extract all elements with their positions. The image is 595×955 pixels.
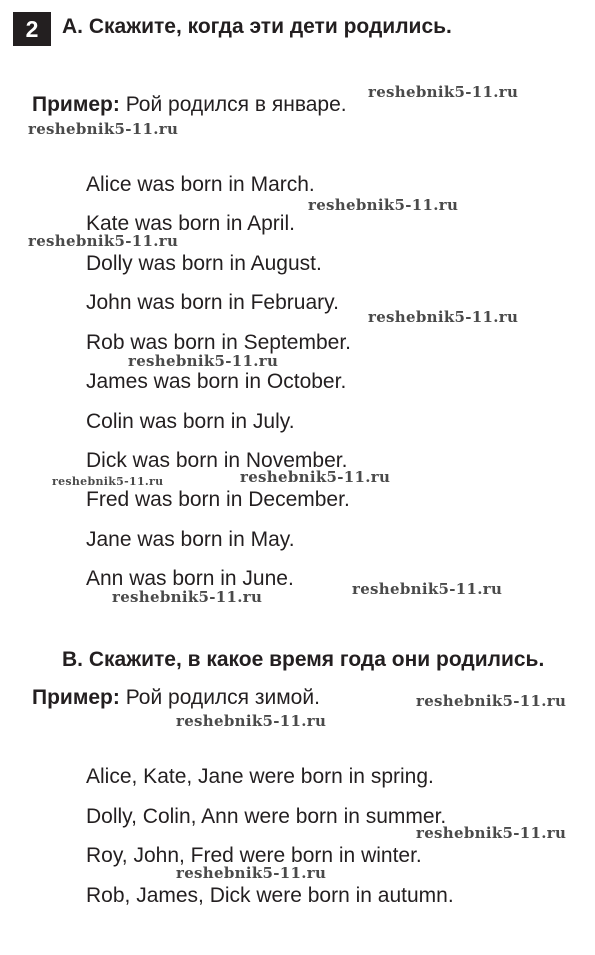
watermark: reshebnik5-11.ru <box>28 120 179 138</box>
section-a-sentence: James was born in October. <box>86 370 347 393</box>
task-number-badge: 2 <box>13 12 51 46</box>
watermark: reshebnik5-11.ru <box>176 864 327 882</box>
section-a-sentence: Ann was born in June. <box>86 567 294 590</box>
section-a-example-label: Пример: <box>32 93 120 116</box>
watermark: reshebnik5-11.ru <box>52 475 164 488</box>
section-a-example-text: Рой родился в январе. <box>119 93 347 116</box>
section-b-example <box>32 686 320 710</box>
section-a-sentence: Fred was born in December. <box>86 488 350 511</box>
section-b-sentence: Roy, John, Fred were born in winter. <box>86 844 422 867</box>
watermark: reshebnik5-11.ru <box>240 468 391 486</box>
watermark: reshebnik5-11.ru <box>368 308 519 326</box>
section-b-example-text: Рой родился зимой. <box>119 686 320 709</box>
watermark: reshebnik5-11.ru <box>368 83 519 101</box>
section-a-sentence: Alice was born in March. <box>86 173 315 196</box>
watermark: reshebnik5-11.ru <box>416 824 567 842</box>
section-a-example <box>32 93 347 117</box>
watermark: reshebnik5-11.ru <box>112 588 263 606</box>
section-b-example-label: Пример: <box>32 686 120 709</box>
section-a-title: A. Скажите, когда эти дети родились. <box>62 15 452 38</box>
section-a-sentence: Rob was born in September. <box>86 331 351 354</box>
section-a-sentence: Colin was born in July. <box>86 410 295 433</box>
section-a-sentence: Kate was born in April. <box>86 212 295 235</box>
watermark: reshebnik5-11.ru <box>352 580 503 598</box>
section-a-sentence: Dick was born in November. <box>86 449 348 472</box>
watermark: reshebnik5-11.ru <box>176 712 327 730</box>
section-b-sentence: Rob, James, Dick were born in autumn. <box>86 884 454 907</box>
watermark: reshebnik5-11.ru <box>128 352 279 370</box>
watermark: reshebnik5-11.ru <box>28 232 179 250</box>
section-a-sentence: John was born in February. <box>86 291 339 314</box>
section-b-sentence: Dolly, Colin, Ann were born in summer. <box>86 805 447 828</box>
watermark: reshebnik5-11.ru <box>308 196 459 214</box>
section-b-sentence: Alice, Kate, Jane were born in spring. <box>86 765 434 788</box>
section-a-sentence: Jane was born in May. <box>86 528 295 551</box>
section-b-title: B. Скажите, в какое время года они родились. <box>62 648 545 671</box>
watermark: reshebnik5-11.ru <box>416 692 567 710</box>
section-a-sentence: Dolly was born in August. <box>86 252 322 275</box>
